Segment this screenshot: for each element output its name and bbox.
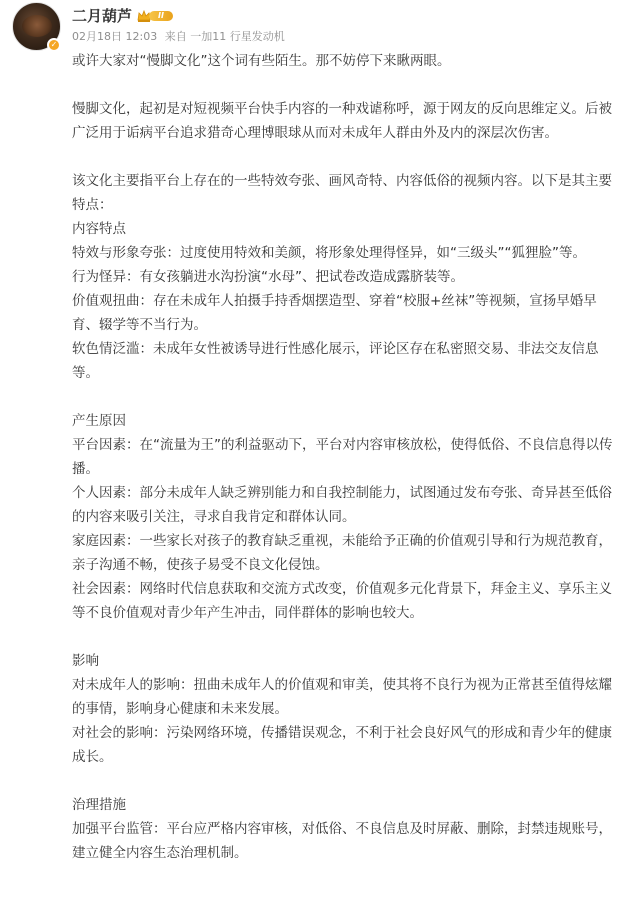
post-paragraph: 对社会的影响：污染网络环境，传播错误观念，不利于社会良好风气的形成和青少年的健康成长。 [72,725,612,765]
post-paragraph: 该文化主要指平台上存在的一些特效夸张、画风奇特、内容低俗的视频内容。以下是其主要特点： [72,173,612,213]
verified-badge-icon: ✓ [47,38,61,52]
post-paragraph: 个人因素：部分未成年人缺乏辨别能力和自我控制能力，试图通过发布夸张、奇异甚至低俗的内容来吸引关注，寻求自我肯定和群体认同。 [72,485,612,525]
post-paragraph: 行为怪异：有女孩躺进水沟扮演“水母”、把试卷改造成露脐装等。 [72,269,464,285]
paragraph-gap [72,625,622,649]
post-paragraph: 产生原因 [72,413,126,429]
paragraph-gap [72,385,622,409]
post-paragraph: 平台因素：在“流量为王”的利益驱动下，平台对内容审核放松，使得低俗、不良信息得以传播。 [72,437,613,477]
paragraph-gap [72,145,622,169]
post-body [72,49,622,865]
paragraph-gap [72,73,622,97]
post-paragraph: 内容特点 [72,221,126,237]
post-paragraph: 社会因素：网络时代信息获取和交流方式改变，价值观多元化背景下，拜金主义、享乐主义等不良价值观对青少年产生冲击，同伴群体的影响也较大。 [72,581,612,621]
post-paragraph: 或许大家对“慢脚文化”这个词有些陌生。那不妨停下来瞅两眼。 [72,53,451,69]
post-paragraph: 慢脚文化，起初是对短视频平台快手内容的一种戏谑称呼，源于网友的反向思维定义。后被广泛用于诟病平台追求猎奇心理博眼球从而对未成年人群由外及内的深层次伤害。 [72,101,612,141]
member-level-badge[interactable] [137,9,175,23]
post-paragraph: 影响 [72,653,99,669]
username[interactable]: 二月葫芦 [72,7,133,25]
avatar-image [22,15,52,37]
post-paragraph: 对未成年人的影响：扭曲未成年人的价值观和审美，使其将不良行为视为正常甚至值得炫耀的事情，影响身心健康和未来发展。 [72,677,612,717]
post-paragraph: 家庭因素：一些家长对孩子的教育缺乏重视，未能给予正确的价值观引导和行为规范教育，亲子沟通不畅，使孩子易受不良文化侵蚀。 [72,533,612,573]
paragraph-gap [72,769,622,793]
post-paragraph: 治理措施 [72,797,126,813]
post-source: 来自 一加11 行星发动机 [164,30,285,43]
post-paragraph: 特效与形象夸张：过度使用特效和美颜，将形象处理得怪异，如“三级头”“狐狸脸”等。 [72,245,586,261]
post-date[interactable]: 02月18日 12:03 [72,30,158,43]
post-paragraph: 软色情泛滥：未成年女性被诱导进行性感化展示，评论区存在私密照交易、非法交友信息等。 [72,341,599,381]
post-paragraph: 加强平台监管：平台应严格内容审核，对低俗、不良信息及时屏蔽、删除，封禁违规账号，建立健全内容生态治理机制。 [72,821,612,861]
post-paragraph: 价值观扭曲：存在未成年人拍摄手持香烟摆造型、穿着“校服+丝袜”等视频，宣扬早婚早育、辍学等不当行为。 [72,293,597,333]
post-meta [72,29,285,45]
level-label: II [149,11,173,21]
